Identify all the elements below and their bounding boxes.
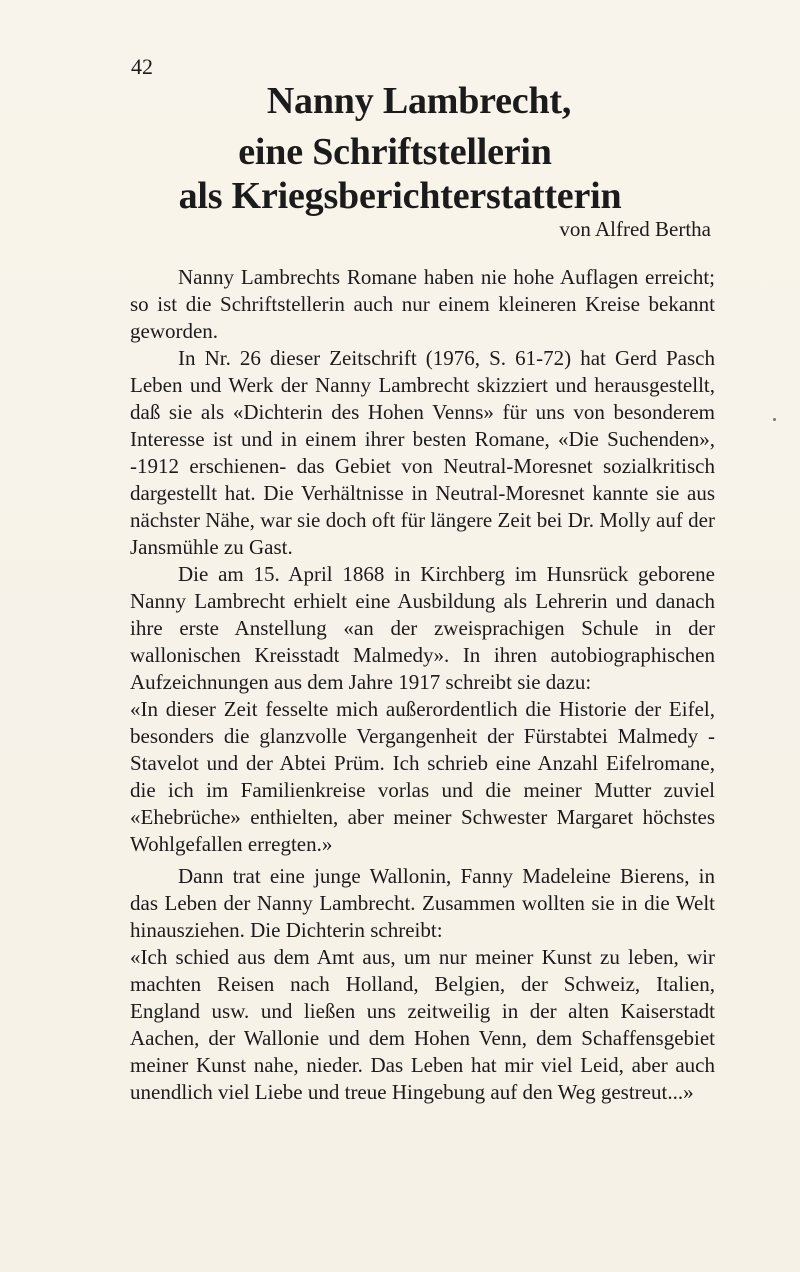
article-title-line-2: eine Schriftstellerin (238, 131, 552, 173)
paragraph-4: Dann trat eine junge Wallonin, Fanny Madeleine Bierens, in das Leben der Nanny Lambrecht. Zusammen wollten sie in die Welt hinausziehen. Die Dichterin schreibt: (130, 864, 715, 942)
paper-speck (773, 418, 776, 421)
quote-2: «Ich schied aus dem Amt aus, um nur meiner Kunst zu leben, wir machten Reisen nach Holland, Belgien, der Schweiz, Italien, England usw. und ließen uns zeitweilig in der alten Kaiserstadt Aachen, der Wallonie und dem Hohen Venn, dem Schaffensgebiet meiner Kunst nahe, nieder. Das Leben hat mir viel Leid, aber auch unendlich viel Liebe und treue Hingebung auf den Weg gestreut...» (130, 945, 715, 1104)
paragraph-3: Die am 15. April 1868 in Kirchberg im Hunsrück geborene Nanny Lambrecht erhielt eine Ausbildung als Lehrerin und danach ihre erste Anstellung «an der zweisprachigen Schule in der wallonischen Kreisstadt Malmedy». In ihren autobiographischen Aufzeichnungen aus dem Jahre 1917 schreibt sie dazu: (130, 562, 715, 694)
article-title-line-3: als Kriegsberichterstatterin (178, 175, 622, 217)
article-title-line-1: Nanny Lambrecht, (266, 80, 572, 122)
page-number: 42 (131, 54, 153, 79)
author-byline: von Alfred Bertha (559, 217, 711, 241)
quote-1: «In dieser Zeit fesselte mich außerordentlich die Historie der Eifel, besonders die glanzvolle Vergangenheit der Fürstabtei Malmedy - Stavelot und der Abtei Prüm. Ich schrieb eine Anzahl Eifelromane, die ich im Familienkreise vorlas und die meiner Mutter zuviel «Ehebrüche» enthielten, aber meiner Schwester Margaret höchstes Wohlgefallen erregten.» (130, 697, 715, 856)
paragraph-1: Nanny Lambrechts Romane haben nie hohe Auflagen erreicht; so ist die Schriftstellerin auch nur einem kleineren Kreise bekannt geworden. (130, 265, 715, 343)
article-body (130, 264, 715, 1106)
paragraph-2: In Nr. 26 dieser Zeitschrift (1976, S. 61-72) hat Gerd Pasch Leben und Werk der Nanny Lambrecht skizziert und herausgestellt, daß sie als «Dichterin des Hohen Venns» für uns von besonderem Interesse ist und in einem ihrer besten Romane, «Die Suchenden», -1912 erschienen- das Gebiet von Neutral-Moresnet sozialkritisch dargestellt hat. Die Verhältnisse in Neutral-Moresnet kannte sie aus nächster Nähe, war sie doch oft für längere Zeit bei Dr. Molly auf der Jansmühle zu Gast. (130, 346, 715, 559)
